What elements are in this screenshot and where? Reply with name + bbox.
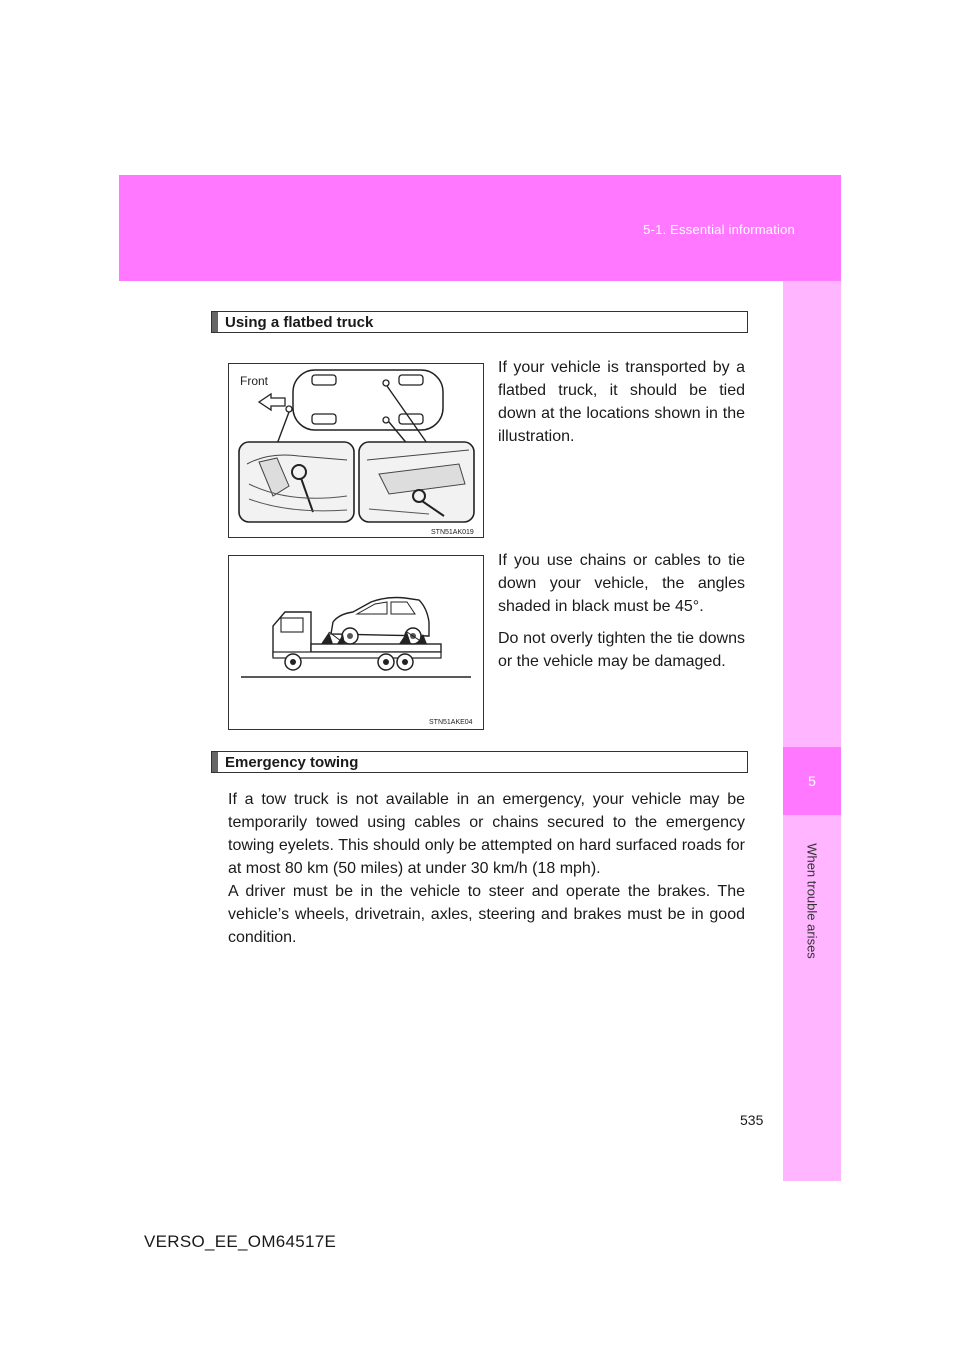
paragraph-driver-requirement: A driver must be in the vehicle to steer and operate the brakes. The vehicle’s wheels, drivetrain, axles, steering and brakes must be in good condition. bbox=[228, 883, 745, 946]
paragraph-emergency-towing: If a tow truck is not available in an emergency, your vehicle may be temporarily towed using cables or chains secured to the emergency towing eyelets. This should only be attempted on hard surfaced roads for at most 80 km (50 miles) at under 30 km/h (18 mph). bbox=[228, 791, 745, 877]
car-top-view bbox=[293, 370, 443, 430]
section-heading-emergency-towing bbox=[211, 751, 748, 773]
heading-bar bbox=[212, 312, 218, 332]
chapter-number: 5 bbox=[808, 773, 816, 789]
chapter-number-box bbox=[783, 747, 841, 815]
section-title: Emergency towing bbox=[225, 754, 359, 771]
section-title: Using a flatbed truck bbox=[225, 314, 374, 331]
figure-flatbed-truck bbox=[228, 555, 484, 730]
front-label: Front bbox=[240, 374, 269, 388]
heading-bar bbox=[212, 752, 218, 772]
tie-down-illustration bbox=[229, 364, 483, 537]
section-breadcrumb: 5-1. Essential information bbox=[643, 222, 795, 237]
paragraph-chain-angles: If you use chains or cables to tie down your vehicle, the angles shaded in black must be 45°. bbox=[498, 552, 745, 615]
page-number: 535 bbox=[740, 1112, 764, 1128]
front-arrow-icon bbox=[259, 394, 285, 410]
paragraph-tighten-warning: Do not overly tighten the tie downs or the vehicle may be damaged. bbox=[498, 630, 745, 670]
header-band bbox=[119, 175, 841, 281]
chapter-label: When trouble arises bbox=[804, 843, 820, 959]
paragraph-flatbed-intro: If your vehicle is transported by a flatbed truck, it should be tied down at the locations shown in the illustration. bbox=[498, 359, 745, 445]
truck-cab bbox=[273, 612, 311, 656]
flatbed-truck-illustration bbox=[229, 556, 483, 729]
figure-code: STN51AK019 bbox=[431, 529, 474, 536]
section-heading-flatbed bbox=[211, 311, 748, 333]
flatbed bbox=[311, 644, 441, 652]
chapter-side-tab bbox=[783, 281, 841, 1181]
figure-tie-down-locations bbox=[228, 363, 484, 538]
figure-code: STN51AKE04 bbox=[429, 719, 473, 726]
document-code: VERSO_EE_OM64517E bbox=[144, 1232, 337, 1251]
